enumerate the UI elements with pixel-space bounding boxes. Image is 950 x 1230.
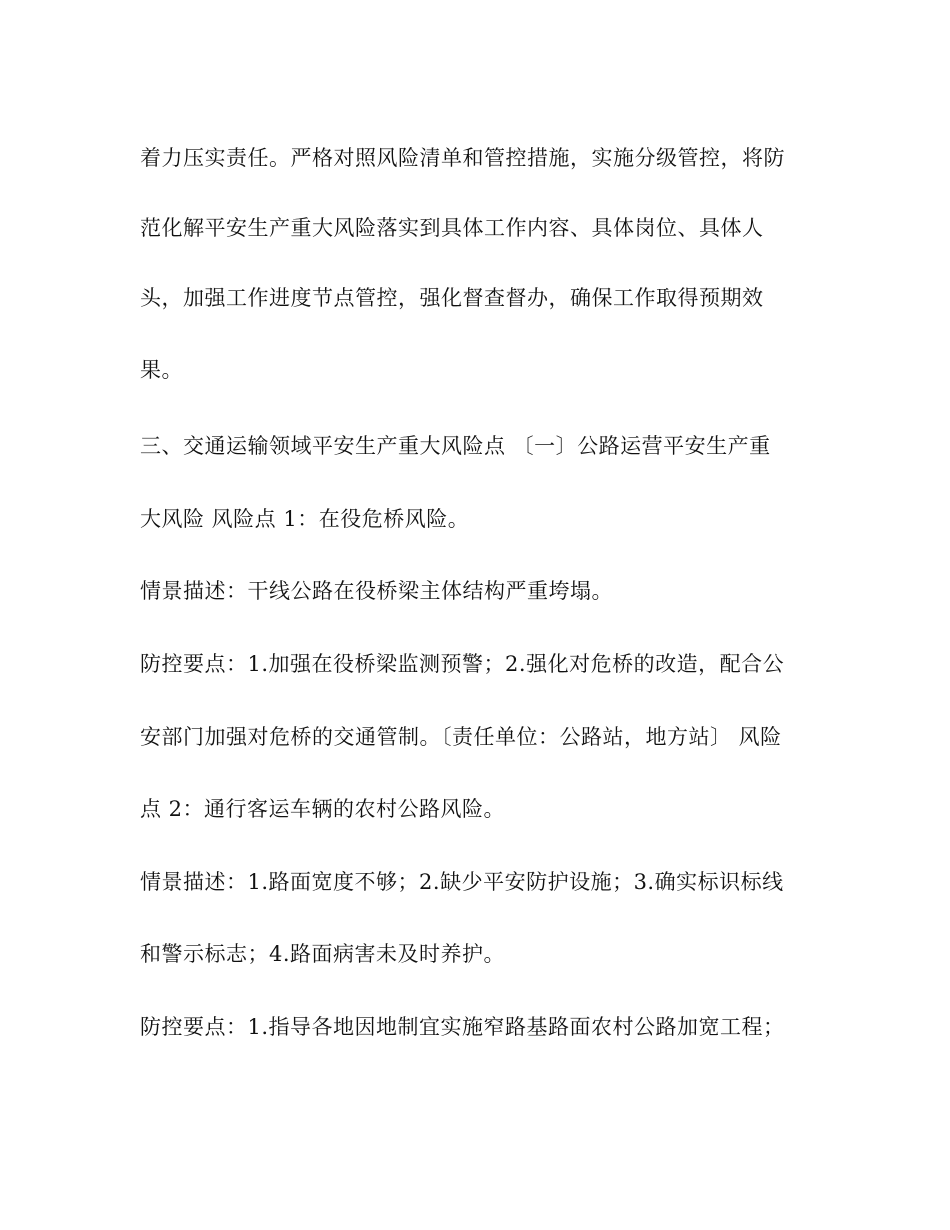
control-points-line-1: 防控要点：1.加强在役桥梁监测预警；2.强化对危桥的改造，配合公 [140,652,785,676]
paragraph-line-1: 着力压实责任。严格对照风险清单和管控措施，实施分级管控，将防 [140,146,785,170]
control-points-line-2: 安部门加强对危桥的交通管制。〔责任单位：公路站，地方站〕 风险 [140,725,782,749]
section-heading-line: 三、交通运输领域平安生产重大风险点 〔一〕公路运营平安生产重 [140,434,771,458]
paragraph-line-2: 范化解平安生产重大风险落实到具体工作内容、具体岗位、具体人 [140,216,764,240]
paragraph-line-3: 头，加强工作进度节点管控，强化督查督办，确保工作取得预期效 [140,286,764,310]
risk-point-1-line: 大风险 风险点 1：在役危桥风险。 [140,507,470,531]
scenario-line-2: 情景描述：1.路面宽度不够；2.缺少平安防护设施；3.确实标识标线 [140,870,784,894]
risk-point-2-line: 点 2：通行客运车辆的农村公路风险。 [140,797,506,821]
scenario-line-2-cont: 和警示标志；4.路面病害未及时养护。 [140,942,506,966]
paragraph-line-4: 果。 [140,358,183,382]
scenario-line-1: 情景描述：干线公路在役桥梁主体结构严重垮塌。 [140,579,613,603]
control-points-line-3: 防控要点：1.指导各地因地制宜实施窄路基路面农村公路加宽工程； [140,1015,785,1039]
